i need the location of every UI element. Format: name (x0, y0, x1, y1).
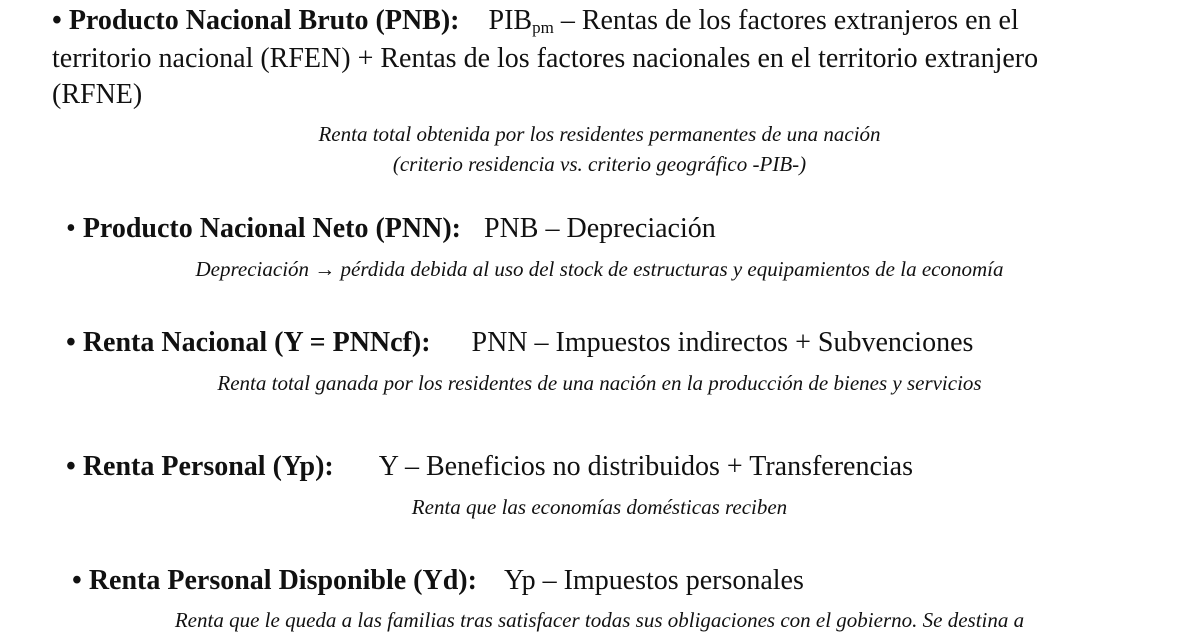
pnb-formula-subscript: pm (532, 18, 554, 37)
renta-disponible-note: Renta que le queda a las familias tras satisfacer todas sus obligaciones con el gobierno. Se destina a (174, 608, 1025, 632)
pnn-definition-line (66, 212, 716, 245)
pnb-formula-rest: – Rentas de los factores extranjeros en el (553, 5, 1019, 36)
renta-personal-formula: Y – Beneficios no distribuidos + Transferencias (378, 451, 914, 482)
pnn-formula: PNB – Depreciación (484, 213, 716, 244)
bullet: • (66, 451, 76, 482)
pnn-term: Producto Nacional Neto (PNN): (82, 213, 462, 244)
renta-personal-note: Renta que las economías domésticas reciben (411, 495, 788, 519)
renta-nacional-note: Renta total ganada por los residentes de una nación en la producción de bienes y servicios (217, 371, 982, 395)
renta-disponible-term: Renta Personal Disponible (Yd): (88, 565, 477, 596)
renta-personal-term: Renta Personal (Yp): (82, 451, 334, 482)
renta-personal-definition-line (66, 450, 913, 483)
renta-nacional-term: Renta Nacional (Y = PNNcf): (82, 327, 431, 358)
pnb-definition-line-2: territorio nacional (RFEN) + Rentas de los factores nacionales en el territorio extranjero (52, 43, 1039, 74)
renta-disponible-definition-line (72, 564, 804, 597)
pnb-formula-main: PIB (488, 5, 533, 36)
pnb-note-line-1: Renta total obtenida por los residentes permanentes de una nación (318, 122, 881, 146)
pnb-definition-line-1 (52, 4, 1019, 44)
renta-nacional-definition-line (66, 326, 973, 359)
bullet: • (66, 327, 76, 358)
pnb-note-line-2: (criterio residencia vs. criterio geográfico -PIB-) (392, 152, 807, 176)
pnb-term: Producto Nacional Bruto (PNB): (68, 5, 460, 36)
bullet: • (72, 565, 82, 596)
bullet: • (66, 213, 76, 244)
pnn-note: Depreciación → pérdida debida al uso del stock de estructuras y equipamientos de la economía (195, 257, 1004, 281)
renta-nacional-formula: PNN – Impuestos indirectos + Subvenciones (471, 327, 974, 358)
renta-disponible-formula: Yp – Impuestos personales (503, 565, 804, 596)
pnb-definition-line-3: (RFNE) (52, 79, 143, 110)
bullet: • (52, 5, 62, 36)
